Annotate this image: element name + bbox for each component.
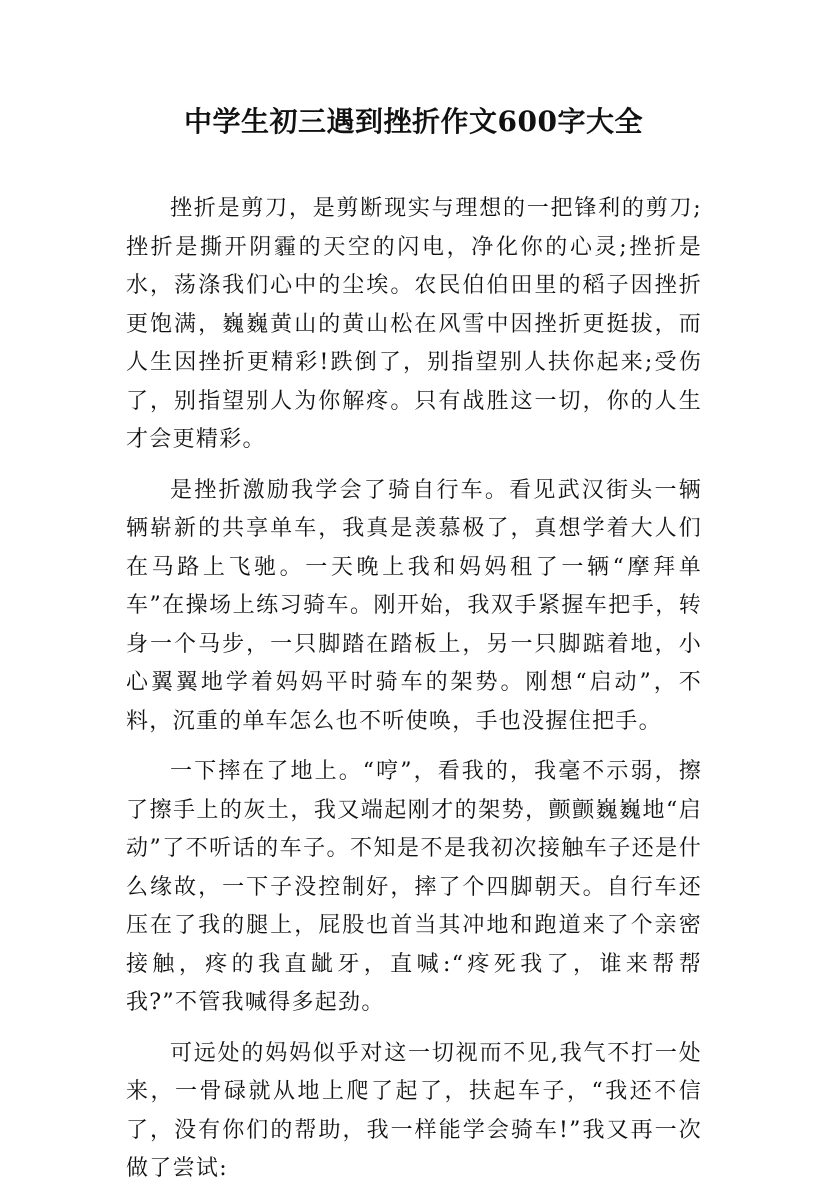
paragraph-3: 一下摔在了地上。“哼”，看我的，我毫不示弱，擦了擦手上的灰土，我又端起刚才的架势，颤颤巍巍地“启动”了不听话的车子。不知是不是我初次接触车子还是什么缘故，一下子没控制好，摔了个四脚朝天。自行车还压在了我的腿上，屁股也首当其冲地和跑道来了个亲密接触，疼的我直龇牙，直喊:“疼死我了，谁来帮帮我?”不管我喊得多起劲。 bbox=[126, 759, 702, 1015]
paragraph-2: 是挫折激励我学会了骑自行车。看见武汉街头一辆辆崭新的共享单车，我真是羡慕极了，真想学着大人们在马路上飞驰。一天晚上我和妈妈租了一辆“摩拜单车”在操场上练习骑车。刚开始，我双手紧握车把手，转身一个马步，一只脚踏在踏板上，另一只脚踮着地，小心翼翼地学着妈妈平时骑车的架势。刚想“启动”，不料，沉重的单车怎么也不听使唤，手也没握住把手。 bbox=[126, 477, 702, 734]
document-body bbox=[126, 190, 702, 1201]
paragraph-1: 挫折是剪刀，是剪断现实与理想的一把锋利的剪刀;挫折是撕开阴霾的天空的闪电，净化你的心灵;挫折是水，荡涤我们心中的尘埃。农民伯伯田里的稻子因挫折更饱满，巍巍黄山的黄山松在风雪中因挫折更挺拔，而人生因挫折更精彩!跌倒了，别指望别人扶你起来;受伤了，别指望别人为你解疼。只有战胜这一切，你的人生才会更精彩。 bbox=[126, 196, 702, 452]
paragraph-4: 可远处的妈妈似乎对这一切视而不见,我气不打一处来，一骨碌就从地上爬了起了，扶起车子，“我还不信了，没有你们的帮助，我一样能学会骑车!”我又再一次做了尝试: bbox=[126, 1040, 702, 1181]
document-title: 中学生初三遇到挫折作文600字大全 bbox=[184, 105, 643, 138]
